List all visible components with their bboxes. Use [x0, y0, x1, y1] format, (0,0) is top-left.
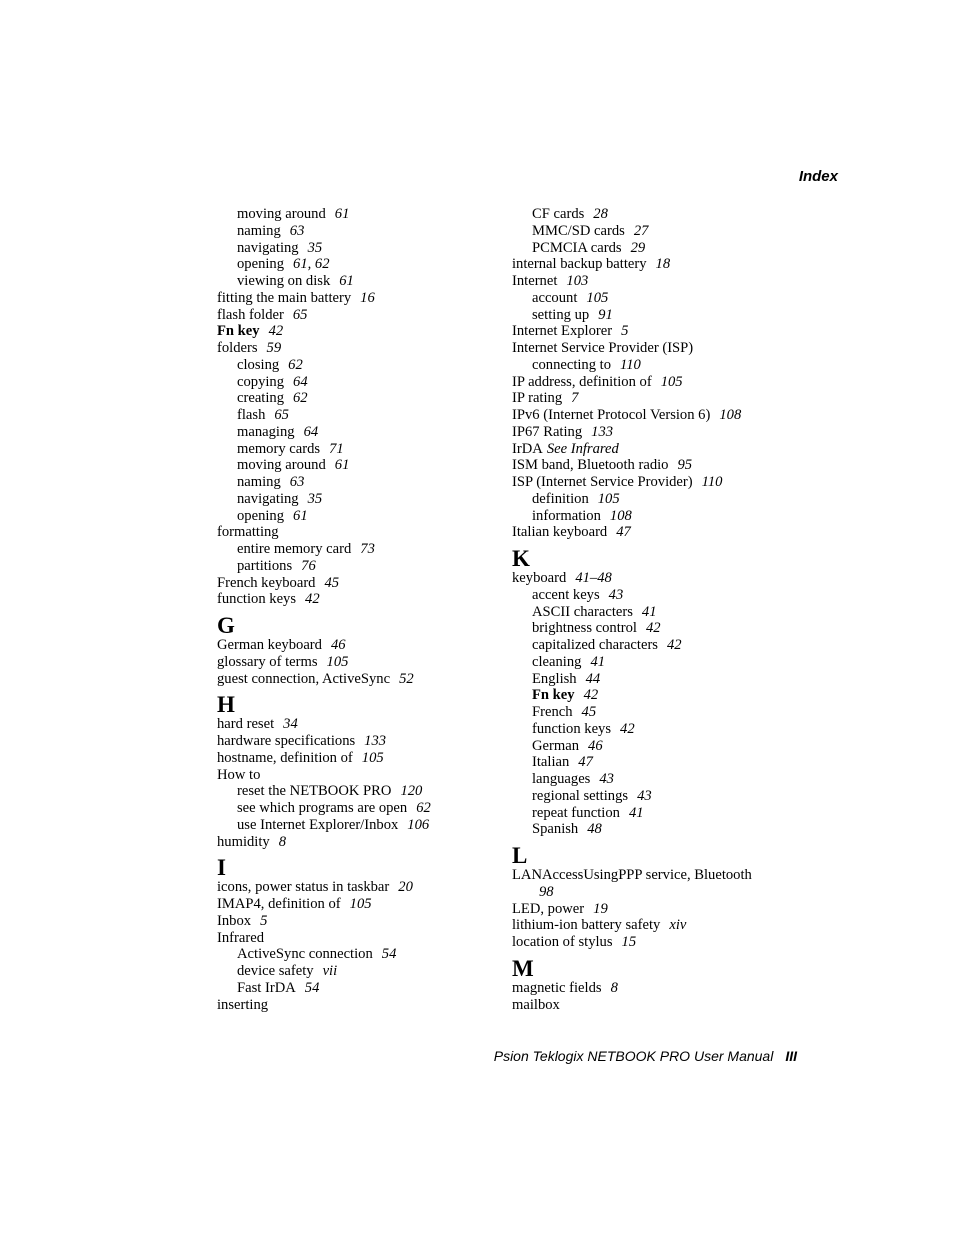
index-term: languages: [532, 771, 591, 787]
index-term: IrDA: [512, 440, 543, 457]
index-term: Italian: [532, 754, 570, 771]
index-entry: [217, 524, 487, 541]
index-entry: [512, 407, 802, 424]
index-term: viewing on disk: [237, 273, 331, 289]
index-subentry: [512, 721, 802, 738]
index-page-reference: 15: [621, 934, 637, 950]
index-subentry: [512, 704, 802, 721]
index-term: Infrared: [217, 929, 264, 946]
index-page-reference: 8: [278, 833, 286, 850]
index-subentry: [512, 771, 802, 788]
index-term: French: [532, 704, 573, 720]
index-subentry: [217, 206, 487, 223]
index-subentry: [512, 307, 802, 324]
index-entry: [512, 997, 802, 1014]
index-term: accent keys: [532, 586, 600, 603]
index-entry: [512, 441, 802, 458]
index-term: regional settings: [532, 787, 629, 804]
page-footer: [494, 1048, 797, 1064]
index-term: internal backup battery: [512, 256, 647, 273]
index-page-reference: 41: [590, 653, 606, 670]
index-page-reference: 45: [324, 574, 340, 591]
index-page-reference: 108: [609, 507, 632, 524]
index-subentry: [512, 805, 802, 822]
index-subentry: [217, 223, 487, 240]
index-page-reference: 133: [364, 733, 387, 749]
index-term: inserting: [217, 996, 269, 1013]
index-page-reference: 46: [588, 737, 603, 754]
index-page-reference: 8: [610, 979, 618, 996]
index-term: icons, power status in taskbar: [217, 879, 390, 896]
index-page-reference: 73: [360, 541, 375, 557]
index-page-reference: 61: [334, 206, 350, 222]
index-term: Internet Service Provider (ISP): [512, 340, 694, 356]
index-entry: [217, 750, 487, 767]
index-term: Spanish: [532, 821, 579, 838]
index-subentry: [512, 206, 802, 223]
index-page-reference: 42: [667, 637, 682, 653]
index-page-reference: 61, 62: [293, 256, 330, 273]
index-entry: [512, 273, 802, 290]
index-page-reference: 59: [266, 340, 282, 356]
index-page-reference: 35: [307, 239, 323, 256]
index-page-reference: 65: [292, 306, 308, 323]
index-term: Fn key: [532, 687, 575, 704]
index-page-reference: 47: [616, 524, 631, 541]
index-section-letter: G: [217, 613, 235, 638]
index-term: function keys: [532, 720, 612, 737]
index-term: account: [532, 289, 578, 306]
index-term: Italian keyboard: [512, 524, 608, 541]
index-subentry: [217, 800, 487, 817]
index-subentry: [217, 441, 487, 458]
index-term: closing: [237, 356, 280, 373]
index-page-reference: vii: [322, 963, 338, 979]
index-column-right: [512, 206, 802, 1013]
index-subentry: [217, 357, 487, 374]
index-entry: [217, 913, 487, 930]
index-term: PCMCIA cards: [532, 239, 622, 256]
index-term: reset the NETBOOK PRO: [237, 783, 392, 800]
index-page-reference: 16: [360, 289, 375, 306]
index-subentry: [217, 424, 487, 441]
index-subentry: [512, 788, 802, 805]
index-term: Inbox: [217, 912, 252, 929]
index-page-reference: 62: [288, 356, 303, 373]
index-section-letter: M: [512, 955, 534, 981]
index-term: German keyboard: [217, 637, 322, 653]
index-page-reference: 44: [585, 670, 601, 687]
index-subentry: [217, 407, 487, 424]
index-term: navigating: [237, 490, 299, 507]
index-subentry: [217, 491, 487, 508]
index-entry: [217, 733, 487, 750]
index-term: formatting: [217, 524, 279, 541]
index-page-reference: 41: [641, 603, 657, 620]
index-section-letter: L: [512, 843, 528, 868]
index-term: entire memory card: [237, 541, 352, 557]
index-term: lithium-ion battery safety: [512, 917, 661, 934]
index-page-reference: 105: [586, 289, 609, 306]
index-page-reference: 105: [597, 490, 620, 507]
index-subentry: [512, 491, 802, 508]
index-entry: [512, 256, 802, 273]
index-page-reference: 63: [289, 474, 305, 490]
index-term: IP address, definition of: [512, 373, 652, 390]
index-entry: [217, 575, 487, 592]
index-page-reference: 64: [303, 423, 319, 440]
index-term: keyboard: [512, 570, 567, 586]
index-term: moving around: [237, 206, 326, 222]
index-entry: [217, 930, 487, 947]
footer-page-number: III: [785, 1048, 797, 1064]
index-entry: [217, 654, 487, 671]
index-subentry: [512, 587, 802, 604]
index-term: Internet Explorer: [512, 323, 613, 340]
index-page-reference: 54: [381, 946, 397, 963]
index-section-letter: H: [217, 692, 235, 718]
index-entry: [217, 307, 487, 324]
index-page-reference: 61: [334, 457, 350, 474]
index-subentry: [217, 817, 487, 834]
index-term: function keys: [217, 591, 297, 608]
index-term: fitting the main battery: [217, 289, 352, 306]
index-term: opening: [237, 507, 285, 524]
index-subentry: [217, 558, 487, 575]
index-page-reference: 105: [326, 653, 349, 670]
index-term: IP67 Rating: [512, 423, 583, 440]
index-term: CF cards: [532, 206, 585, 222]
index-subentry: [217, 390, 487, 407]
index-page-reference: 62: [416, 800, 431, 816]
index-page-reference: xiv: [669, 917, 687, 934]
index-page-reference: 43: [637, 787, 652, 804]
index-page-reference: 29: [630, 239, 646, 256]
index-entry: [512, 570, 802, 587]
index-page-reference: 47: [578, 754, 593, 771]
index-subentry: [512, 821, 802, 838]
index-page-reference: 42: [305, 591, 320, 608]
index-entry: [217, 896, 487, 913]
index-page-reference: 76: [301, 557, 316, 574]
index-subentry: [512, 240, 802, 257]
index-term: brightness control: [532, 620, 637, 637]
index-page-reference: 42: [268, 323, 284, 340]
index-entry: [512, 524, 802, 541]
index-term: partitions: [237, 557, 293, 574]
index-term: glossary of terms: [217, 653, 318, 670]
index-subentry: [217, 508, 487, 525]
index-subentry: [217, 783, 487, 800]
index-subentry: [512, 508, 802, 525]
index-entry: [217, 879, 487, 896]
index-entry: [217, 767, 487, 784]
index-page-reference: 120: [400, 783, 423, 800]
index-page-reference: 43: [599, 771, 614, 787]
index-page-reference: 41: [628, 804, 644, 821]
index-page-reference: 28: [593, 206, 608, 222]
index-term: ASCII characters: [532, 603, 633, 620]
index-page-reference: 61: [293, 507, 308, 524]
index-term: managing: [237, 423, 295, 440]
index-subentry: [217, 541, 487, 558]
index-page-reference: 41–48: [575, 570, 612, 586]
index-entry: [512, 390, 802, 407]
index-term: guest connection, ActiveSync: [217, 670, 391, 687]
index-column-left: [217, 206, 487, 1013]
index-see-reference: See Infrared: [546, 440, 619, 457]
index-term: opening: [237, 256, 285, 273]
index-section-letter: K: [512, 546, 530, 571]
index-page-reference: 18: [655, 256, 671, 273]
index-page-reference: 35: [307, 490, 323, 507]
index-subentry: [512, 604, 802, 621]
index-term: navigating: [237, 239, 299, 256]
index-term: English: [532, 670, 577, 687]
index-page-reference: 46: [330, 637, 346, 653]
index-entry: [512, 474, 802, 491]
index-term: ActiveSync connection: [237, 946, 373, 963]
index-page-reference: 62: [293, 390, 308, 407]
index-entry: [512, 901, 802, 918]
index-term: Fn key: [217, 323, 260, 340]
index-subentry: [217, 273, 487, 290]
index-page-reference: 91: [598, 306, 613, 323]
index-page-reference: 98: [539, 883, 554, 900]
index-term: folders: [217, 340, 258, 356]
index-term: How to: [217, 766, 261, 783]
index-term: IP rating: [512, 390, 563, 407]
index-page-reference: 48: [587, 821, 602, 838]
index-subentry: [512, 654, 802, 671]
index-page-reference: 105: [361, 749, 384, 766]
index-term: Fast IrDA: [237, 979, 296, 996]
index-section-letter: I: [217, 855, 226, 881]
index-entry: [512, 917, 802, 934]
index-term: German: [532, 737, 580, 754]
index-page-reference: 65: [274, 407, 289, 423]
index-subentry: [512, 671, 802, 688]
index-term: ISP (Internet Service Provider): [512, 474, 693, 490]
index-entry: [512, 340, 802, 357]
index-entry: [217, 591, 487, 608]
index-term: cleaning: [532, 653, 582, 670]
index-term: hardware specifications: [217, 733, 356, 749]
index-term: use Internet Explorer/Inbox: [237, 816, 399, 833]
index-term: memory cards: [237, 440, 321, 457]
index-page-reference: 133: [591, 423, 614, 440]
index-entry: [217, 997, 487, 1014]
index-term: naming: [237, 474, 281, 490]
index-entry: [512, 374, 802, 391]
index-term: hard reset: [217, 716, 275, 733]
index-term: naming: [237, 222, 281, 239]
index-term: mailbox: [512, 996, 560, 1013]
index-subentry: [512, 637, 802, 654]
index-term: ISM band, Bluetooth radio: [512, 457, 669, 474]
index-subentry: [512, 884, 802, 901]
index-page-reference: 7: [571, 390, 579, 407]
index-entry: [512, 323, 802, 340]
index-page-reference: 42: [620, 720, 635, 737]
index-entry: [217, 290, 487, 307]
index-subentry: [217, 374, 487, 391]
index-subentry: [217, 946, 487, 963]
index-entry: [512, 980, 802, 997]
index-page-reference: 54: [304, 979, 320, 996]
index-entry: [512, 424, 802, 441]
index-entry: [217, 834, 487, 851]
index-subentry: [512, 754, 802, 771]
index-page-reference: 5: [260, 912, 268, 929]
index-subentry: [512, 357, 802, 374]
index-entry: [217, 323, 487, 340]
index-page-reference: 42: [645, 620, 661, 637]
index-term: flash: [237, 407, 266, 423]
index-term: see which programs are open: [237, 800, 408, 816]
index-page-reference: 95: [677, 457, 693, 474]
index-page-reference: 108: [719, 407, 742, 423]
index-term: humidity: [217, 833, 270, 850]
index-page-reference: 110: [620, 356, 641, 373]
index-page-reference: 27: [633, 222, 649, 239]
index-page-reference: 43: [608, 586, 624, 603]
index-page-reference: 64: [293, 373, 308, 390]
index-page-reference: 71: [329, 440, 344, 457]
index-page-reference: 106: [407, 816, 430, 833]
index-page-reference: 52: [399, 670, 414, 687]
index-entry: [512, 867, 802, 884]
index-term: setting up: [532, 306, 590, 323]
index-page-reference: 5: [621, 323, 629, 340]
index-subentry: [217, 474, 487, 491]
index-term: copying: [237, 373, 285, 390]
index-page-reference: 20: [398, 879, 413, 896]
index-term: repeat function: [532, 804, 620, 821]
index-term: French keyboard: [217, 574, 316, 591]
index-subentry: [217, 963, 487, 980]
index-term: moving around: [237, 457, 326, 474]
index-term: flash folder: [217, 306, 284, 323]
index-page-reference: 61: [339, 273, 354, 289]
index-term: IMAP4, definition of: [217, 896, 341, 912]
index-term: information: [532, 507, 601, 524]
running-header-title: Index: [798, 168, 838, 185]
index-entry: [217, 340, 487, 357]
index-subentry: [217, 240, 487, 257]
index-page-reference: 103: [566, 273, 589, 289]
index-subentry: [217, 457, 487, 474]
index-entry: [217, 671, 487, 688]
index-page-reference: 45: [581, 704, 597, 720]
index-page-reference: 105: [660, 373, 683, 390]
index-subentry: [512, 223, 802, 240]
index-subentry: [217, 980, 487, 997]
index-term: LANAccessUsingPPP service, Bluetooth: [512, 867, 752, 883]
index-subentry: [512, 620, 802, 637]
index-term: MMC/SD cards: [532, 222, 625, 239]
index-subentry: [512, 738, 802, 755]
index-term: capitalized characters: [532, 637, 658, 653]
index-page-reference: 19: [593, 900, 608, 917]
index-page-reference: 63: [289, 222, 305, 239]
index-term: Internet: [512, 273, 558, 289]
index-term: location of stylus: [512, 934, 613, 950]
index-entry: [217, 637, 487, 654]
index-term: magnetic fields: [512, 979, 602, 996]
index-term: creating: [237, 390, 284, 407]
index-page-reference: 105: [349, 896, 372, 912]
index-term: IPv6 (Internet Protocol Version 6): [512, 407, 711, 423]
footer-manual-title: Psion Teklogix NETBOOK PRO User Manual: [493, 1048, 774, 1064]
index-entry: [512, 457, 802, 474]
index-page-reference: 42: [583, 687, 599, 704]
index-subentry: [512, 290, 802, 307]
index-term: LED, power: [512, 900, 585, 917]
index-subentry: [512, 687, 802, 704]
index-subentry: [217, 256, 487, 273]
index-term: connecting to: [532, 356, 612, 373]
index-page-reference: 110: [701, 474, 723, 490]
index-page-reference: 34: [283, 716, 298, 733]
index-term: device safety: [237, 963, 314, 979]
index-term: hostname, definition of: [217, 749, 353, 766]
index-entry: [512, 934, 802, 951]
index-term: definition: [532, 490, 589, 507]
index-entry: [217, 716, 487, 733]
